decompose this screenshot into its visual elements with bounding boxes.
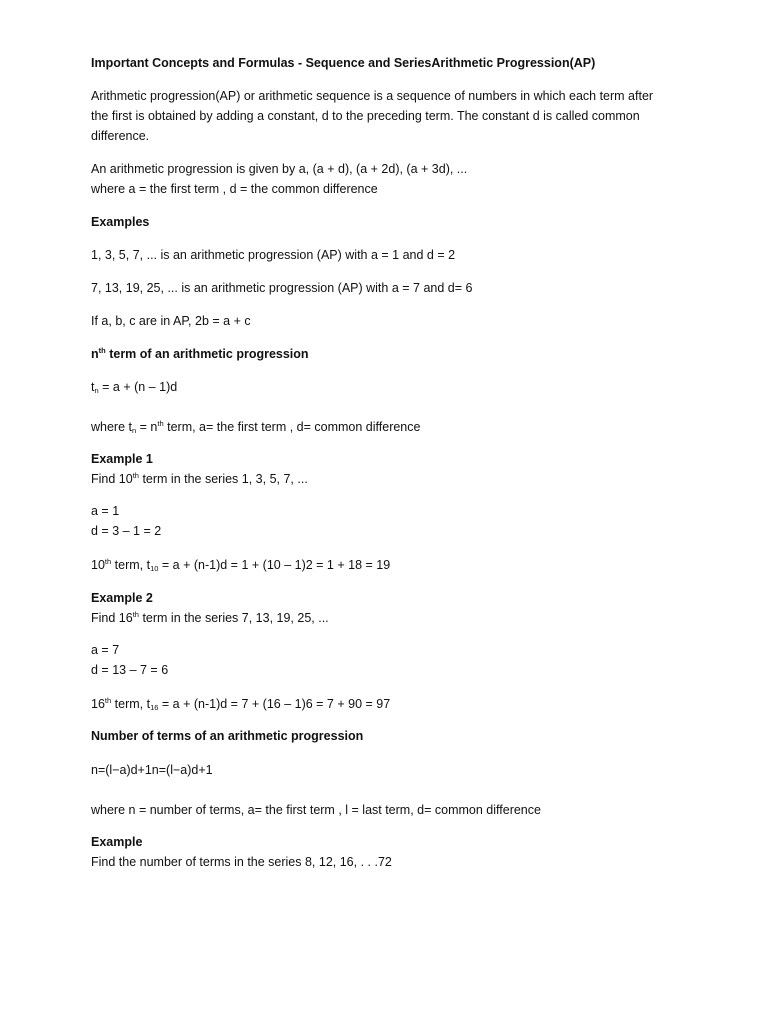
ex1-q-b: term in the series 1, 3, 5, 7, ... [138,472,308,486]
example-1-a: a = 1 [91,504,120,518]
ex1-r-c: = a + (n-1)d = 1 + (10 – 1)2 = 1 + 18 = 19 [158,558,391,572]
ex2-r-sub: 16 [150,703,159,712]
example-2-question [91,610,329,626]
intro-line-2: the first is obtained by adding a constant, d to the preceding term. The constant d is called common [91,109,640,123]
nth-heading-sup: th [98,346,106,355]
example-2-result [91,696,390,712]
where-sub: n [132,426,137,435]
nth-term-where [91,419,420,435]
nth-heading-n: n [91,347,99,361]
intro-line-1: Arithmetic progression(AP) or arithmetic sequence is a sequence of numbers in which each term after [91,89,654,103]
where-sup: th [157,419,164,428]
ex2-q-a: Find 16 [91,611,133,625]
example-3-heading: Example [91,835,143,849]
example-2-heading: Example 2 [91,591,153,605]
example-line-3: If a, b, c are in AP, 2b = a + c [91,314,251,328]
num-terms-formula: n=(l−a)d+1n=(l−a)d+1 [91,763,213,777]
ex2-q-sup: th [132,610,139,619]
example-line-1: 1, 3, 5, 7, ... is an arithmetic progression (AP) with a = 1 and d = 2 [91,248,456,262]
formula-t: t [91,380,95,394]
example-1-heading: Example 1 [91,452,153,466]
ex1-r-a: 10 [91,558,105,572]
ex2-r-a: 16 [91,697,105,711]
where-b: = n [136,420,158,434]
intro-line-3: difference. [91,129,150,143]
example-line-2: 7, 13, 19, 25, ... is an arithmetic progression (AP) with a = 7 and d= 6 [91,281,473,295]
where-a: where t [91,420,132,434]
ex2-r-b: term, t [111,697,151,711]
general-form-line: An arithmetic progression is given by a, (a + d), (a + 2d), (a + 3d), ... [91,162,468,176]
formula-sub: n [94,386,99,395]
nth-term-formula [91,379,177,395]
where-c: term, a= the first term , d= common difference [163,420,421,434]
formula-rest: = a + (n – 1)d [98,380,178,394]
example-3-question: Find the number of terms in the series 8, 12, 16, . . .72 [91,855,392,869]
examples-heading: Examples [91,215,150,229]
num-terms-heading: Number of terms of an arithmetic progression [91,729,364,743]
ex1-q-sup: th [132,471,139,480]
ex1-r-sub: 10 [150,564,159,573]
num-terms-where: where n = number of terms, a= the first term , l = last term, d= common difference [91,803,541,817]
ex2-q-b: term in the series 7, 13, 19, 25, ... [138,611,329,625]
example-1-result [91,557,390,573]
ex1-r-b: term, t [111,558,151,572]
ex1-q-a: Find 10 [91,472,133,486]
ex1-r-sup: th [104,557,112,566]
nth-term-heading [91,346,309,362]
example-2-a: a = 7 [91,643,120,657]
ex2-r-sup: th [104,696,112,705]
example-1-question [91,471,308,487]
example-2-d: d = 13 – 7 = 6 [91,663,169,677]
nth-heading-rest: term of an arithmetic progression [105,347,309,361]
example-1-d: d = 3 – 1 = 2 [91,524,162,538]
ex2-r-c: = a + (n-1)d = 7 + (16 – 1)6 = 7 + 90 = 97 [158,697,391,711]
general-where-line: where a = the first term , d = the common difference [91,182,378,196]
page-title: Important Concepts and Formulas - Sequence and SeriesArithmetic Progression(AP) [91,56,596,70]
